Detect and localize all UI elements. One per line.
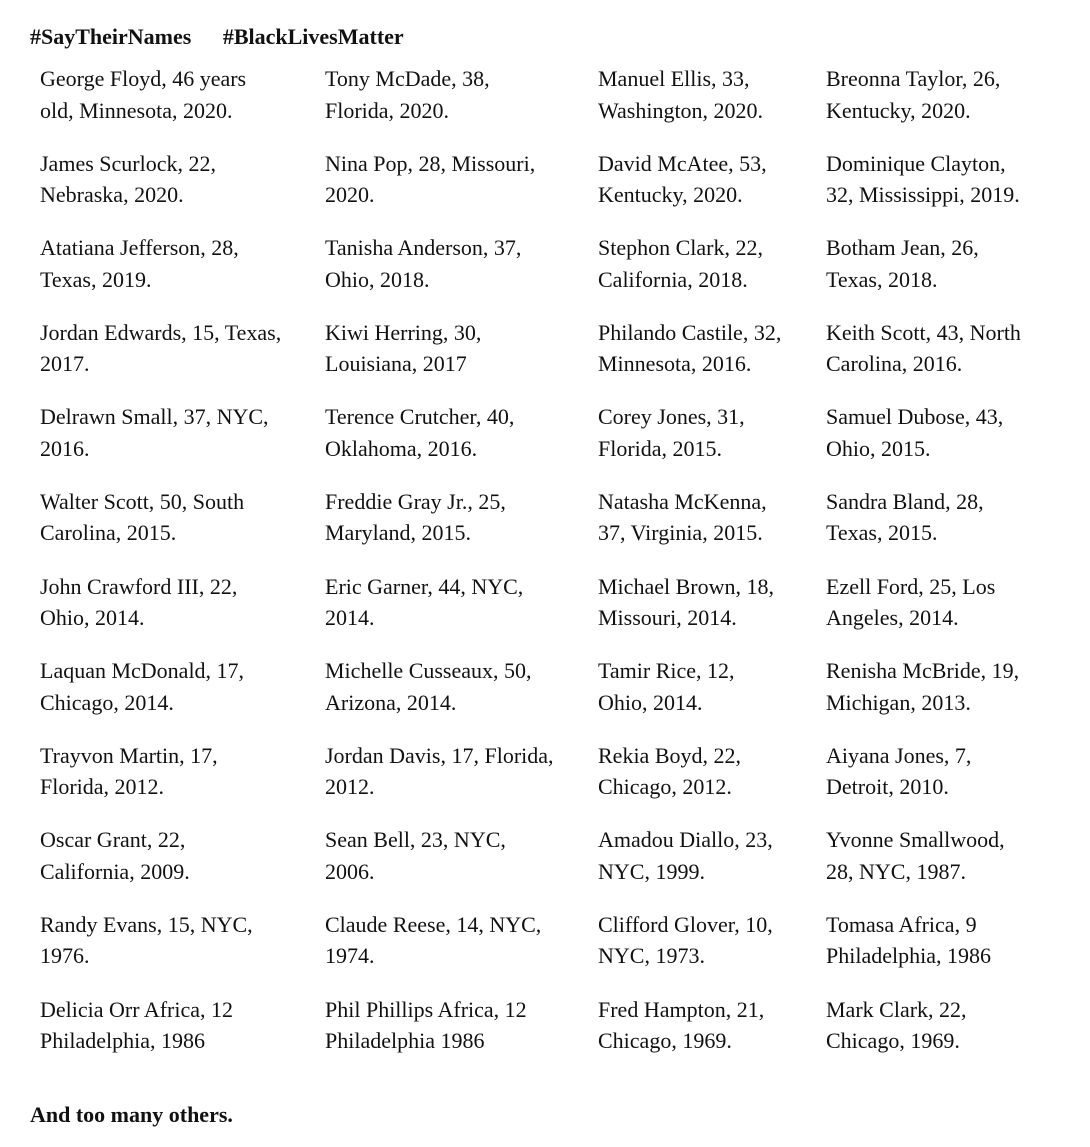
- name-entry: Mark Clark, 22, Chicago, 1969.: [826, 996, 967, 1054]
- name-entry: James Scurlock, 22, Nebraska, 2020.: [40, 150, 216, 208]
- names-row: [40, 909, 1070, 994]
- names-row: [40, 401, 1070, 486]
- name-entry: Samuel Dubose, 43, Ohio, 2015.: [826, 404, 1004, 461]
- names-row: [40, 740, 1070, 825]
- name-entry: Rekia Boyd, 22, Chicago, 2012.: [598, 742, 741, 800]
- names-row: [40, 63, 1070, 148]
- names-row: [40, 486, 1070, 571]
- name-entry: Michael Brown, 18, Missouri, 2014.: [598, 573, 774, 631]
- names-row: [40, 994, 1070, 1079]
- name-entry: Sandra Bland, 28, Texas, 2015.: [826, 488, 984, 546]
- hashtag-black-lives-matter: #BlackLivesMatter: [222, 24, 404, 49]
- name-entry: Delicia Orr Africa, 12 Philadelphia, 1986: [40, 996, 234, 1054]
- name-entry: Renisha McBride, 19, Michigan, 2013.: [826, 658, 1020, 715]
- name-entry: Botham Jean, 26, Texas, 2018.: [826, 235, 979, 292]
- name-entry: Corey Jones, 31, Florida, 2015.: [598, 404, 745, 461]
- hashtag-say-their-names: #SayTheirNames: [30, 24, 192, 49]
- name-entry: Michelle Cusseaux, 50, Arizona, 2014.: [325, 658, 532, 715]
- name-entry: Philando Castile, 32, Minnesota, 2016.: [598, 319, 782, 377]
- names-row: [40, 655, 1070, 740]
- name-entry: Fred Hampton, 21, Chicago, 1969.: [598, 996, 765, 1054]
- name-entry: Laquan McDonald, 17, Chicago, 2014.: [40, 658, 245, 715]
- name-entry: Atatiana Jefferson, 28, Texas, 2019.: [40, 235, 239, 292]
- name-entry: Dominique Clayton, 32, Mississippi, 2019.: [826, 150, 1020, 208]
- name-entry: John Crawford III, 22, Ohio, 2014.: [40, 573, 238, 631]
- name-entry: Jordan Edwards, 15, Texas, 2017.: [40, 319, 282, 377]
- name-entry: Tony McDade, 38, Florida, 2020.: [325, 66, 490, 123]
- hashtag-heading: [30, 22, 404, 52]
- names-row: [40, 824, 1070, 909]
- names-row: [40, 571, 1070, 656]
- name-entry: Keith Scott, 43, North Carolina, 2016.: [826, 319, 1021, 377]
- name-entry: Manuel Ellis, 33, Washington, 2020.: [598, 66, 764, 123]
- name-entry: Nina Pop, 28, Missouri, 2020.: [325, 150, 536, 208]
- name-entry: Trayvon Martin, 17, Florida, 2012.: [40, 742, 218, 800]
- name-entry: Yvonne Smallwood, 28, NYC, 1987.: [826, 827, 1005, 884]
- name-entry: Delrawn Small, 37, NYC, 2016.: [40, 404, 269, 461]
- name-entry: Sean Bell, 23, NYC, 2006.: [325, 827, 506, 884]
- name-entry: Oscar Grant, 22, California, 2009.: [40, 827, 190, 884]
- name-entry: Amadou Diallo, 23, NYC, 1999.: [598, 827, 773, 884]
- name-entry: Eric Garner, 44, NYC, 2014.: [325, 573, 524, 631]
- name-entry: Randy Evans, 15, NYC, 1976.: [40, 911, 253, 969]
- name-entry: Clifford Glover, 10, NYC, 1973.: [598, 911, 773, 969]
- name-entry: Terence Crutcher, 40, Oklahoma, 2016.: [325, 404, 515, 461]
- name-entry: David McAtee, 53, Kentucky, 2020.: [598, 150, 767, 208]
- name-entry: Ezell Ford, 25, Los Angeles, 2014.: [826, 573, 996, 631]
- name-entry: Jordan Davis, 17, Florida, 2012.: [325, 742, 554, 800]
- names-row: [40, 317, 1070, 402]
- name-entry: Aiyana Jones, 7, Detroit, 2010.: [826, 742, 972, 800]
- name-entry: Tamir Rice, 12, Ohio, 2014.: [598, 658, 735, 715]
- name-entry: Natasha McKenna, 37, Virginia, 2015.: [598, 488, 767, 546]
- name-entry: Breonna Taylor, 26, Kentucky, 2020.: [826, 66, 1001, 123]
- name-entry: Phil Phillips Africa, 12 Philadelphia 1986: [325, 996, 527, 1054]
- names-grid: [40, 63, 1070, 1078]
- name-entry: Tanisha Anderson, 37, Ohio, 2018.: [325, 235, 522, 292]
- names-row: [40, 148, 1070, 233]
- name-entry: Claude Reese, 14, NYC, 1974.: [325, 911, 542, 969]
- names-row: [40, 232, 1070, 317]
- name-entry: George Floyd, 46 years old, Minnesota, 2020.: [40, 66, 247, 123]
- name-entry: Tomasa Africa, 9 Philadelphia, 1986: [826, 911, 991, 969]
- name-entry: Walter Scott, 50, South Carolina, 2015.: [40, 488, 245, 546]
- name-entry: Stephon Clark, 22, California, 2018.: [598, 235, 763, 292]
- name-entry: Kiwi Herring, 30, Louisiana, 2017: [325, 319, 482, 377]
- closing-line: And too many others.: [30, 1102, 233, 1127]
- name-entry: Freddie Gray Jr., 25, Maryland, 2015.: [325, 488, 506, 546]
